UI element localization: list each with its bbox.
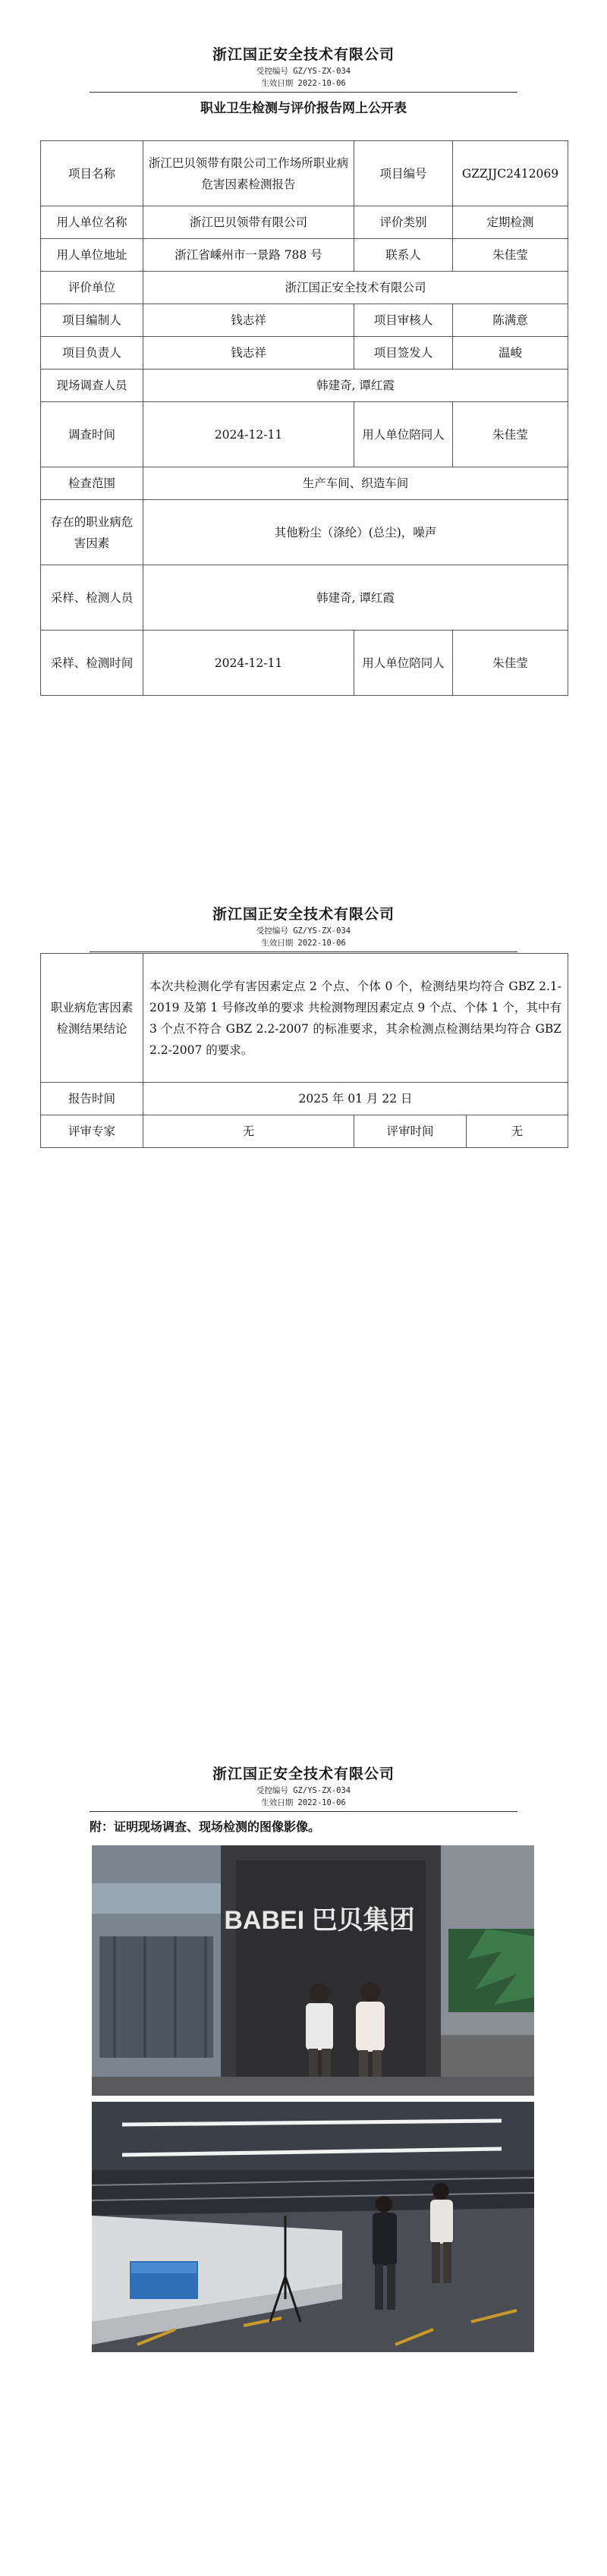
samplers-value: 韩建奇, 谭红霞 <box>143 565 568 631</box>
contact-value: 朱佳莹 <box>453 239 568 272</box>
header-rule <box>90 92 517 93</box>
review-time-value: 无 <box>467 1115 568 1148</box>
surveyors-label: 现场调查人员 <box>41 370 143 402</box>
expert-label: 评审专家 <box>41 1115 143 1148</box>
document-title: 职业卫生检测与评价报告网上公开表 <box>200 101 407 116</box>
site-testing-illustration <box>92 2102 534 2352</box>
employer-name-label: 用人单位名称 <box>41 206 143 239</box>
site-survey-illustration <box>92 1845 534 2096</box>
hazards-label: 存在的职业病危害因素 <box>41 500 143 565</box>
report-time-value: 2025 年 01 月 22 日 <box>143 1083 568 1115</box>
issuer-value: 温峻 <box>453 337 568 370</box>
disclosure-table <box>40 140 568 696</box>
effective-date-p3: 生效日期 2022-10-06 <box>261 1798 346 1807</box>
scope-value: 生产车间、织造车间 <box>143 467 568 500</box>
reviewer-label: 项目审核人 <box>354 304 453 337</box>
doc-control-number-p2: 受控编号 GZ/YS-ZX-034 <box>256 926 351 936</box>
samplers-label: 采样、检测人员 <box>41 565 143 631</box>
sample-time-label: 采样、检测时间 <box>41 631 143 696</box>
company-name: 浙江国正安全技术有限公司 <box>212 46 395 63</box>
report-time-label: 报告时间 <box>41 1083 143 1115</box>
header-rule-p2 <box>90 951 517 952</box>
project-no-value: GZZJJC2412069 <box>453 141 568 206</box>
company-name-p2: 浙江国正安全技术有限公司 <box>212 906 395 923</box>
doc-control-number-p3: 受控编号 GZ/YS-ZX-034 <box>256 1786 351 1795</box>
escort2-label: 用人单位陪同人 <box>354 631 453 696</box>
conclusion-value: 本次共检测化学有害因素定点 2 个点、个体 0 个，检测结果均符合 GBZ 2.1-2019 及第 1 号修改单的要求 共检测物理因素定点 9 个点、个体 1 个，其中有 3 个点不符合 GBZ 2.2-2007 的标准要求，其余检测点检测结果均符合 GBZ 2.2-2007 的要求。 <box>143 954 568 1083</box>
employer-address-value: 浙江省嵊州市一景路 788 号 <box>143 239 354 272</box>
sample-time-value: 2024-12-11 <box>143 631 354 696</box>
eval-unit-label: 评价单位 <box>41 272 143 304</box>
effective-date-p2: 生效日期 2022-10-06 <box>261 939 346 948</box>
escort-label: 用人单位陪同人 <box>354 402 453 467</box>
site-survey-photo <box>92 1845 534 2096</box>
appendix-caption: 附：证明现场调查、现场检测的图像影像。 <box>90 1820 321 1834</box>
survey-time-value: 2024-12-11 <box>143 402 354 467</box>
review-time-label: 评审时间 <box>354 1115 467 1148</box>
conclusion-table <box>40 953 568 1148</box>
eval-type-label: 评价类别 <box>354 206 453 239</box>
conclusion-label: 职业病危害因素检测结果结论 <box>41 954 143 1083</box>
eval-unit-value: 浙江国正安全技术有限公司 <box>143 272 568 304</box>
eval-type-value: 定期检测 <box>453 206 568 239</box>
effective-date: 生效日期 2022-10-06 <box>261 79 346 88</box>
scope-label: 检查范围 <box>41 467 143 500</box>
leader-label: 项目负责人 <box>41 337 143 370</box>
surveyors-value: 韩建奇, 谭红霞 <box>143 370 568 402</box>
sign-text: BABEI 巴贝集团 <box>224 1906 415 1935</box>
reviewer-value: 陈满意 <box>453 304 568 337</box>
leader-value: 钱志祥 <box>143 337 354 370</box>
company-name-p3: 浙江国正安全技术有限公司 <box>212 1766 395 1782</box>
employer-address-label: 用人单位地址 <box>41 239 143 272</box>
project-no-label: 项目编号 <box>354 141 453 206</box>
employer-name-value: 浙江巴贝领带有限公司 <box>143 206 354 239</box>
header-rule-p3 <box>90 1811 517 1812</box>
issuer-label: 项目签发人 <box>354 337 453 370</box>
project-name-value: 浙江巴贝领带有限公司工作场所职业病危害因素检测报告 <box>143 141 354 206</box>
site-testing-photo <box>92 2102 534 2352</box>
survey-time-label: 调查时间 <box>41 402 143 467</box>
escort2-value: 朱佳莹 <box>453 631 568 696</box>
hazards-value: 其他粉尘（涤纶）(总尘)，噪声 <box>143 500 568 565</box>
contact-label: 联系人 <box>354 239 453 272</box>
escort-value: 朱佳莹 <box>453 402 568 467</box>
project-name-label: 项目名称 <box>41 141 143 206</box>
compiler-label: 项目编制人 <box>41 304 143 337</box>
expert-value: 无 <box>143 1115 354 1148</box>
doc-control-number: 受控编号 GZ/YS-ZX-034 <box>256 67 351 76</box>
compiler-value: 钱志祥 <box>143 304 354 337</box>
